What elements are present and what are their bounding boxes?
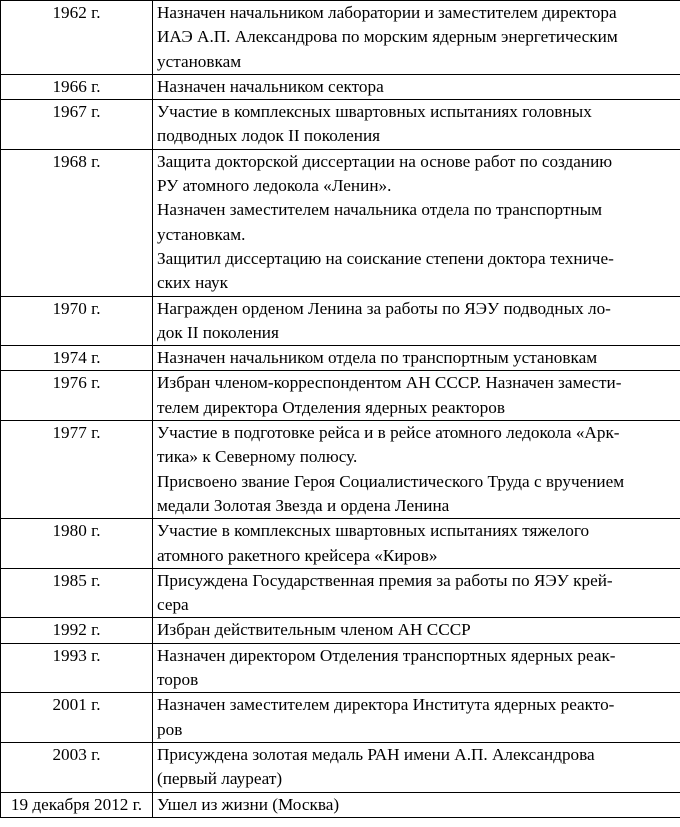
event-text-line: Защита докторской диссертации на основе работ по созданию xyxy=(157,151,613,171)
event-cell xyxy=(153,149,680,296)
table-row xyxy=(1,568,680,618)
date-cell: 1992 г. xyxy=(1,618,153,643)
event-text-line: Участие в комплексных швартовных испытаниях тяжелого xyxy=(157,521,590,541)
event-text-line: атомного ракетного крейсера «Киров» xyxy=(157,545,438,565)
table-row xyxy=(1,742,680,792)
event-text-line: Присуждена Государственная премия за работы по ЯЭУ крей- xyxy=(157,570,613,590)
event-text-line: Награжден орденом Ленина за работы по ЯЭУ подводных ло- xyxy=(157,298,611,318)
event-text-line: Назначен начальником сектора xyxy=(157,76,384,96)
event-cell xyxy=(153,693,680,743)
date-cell: 1966 г. xyxy=(1,74,153,99)
event-cell xyxy=(153,296,680,346)
event-text-line: Назначен заместителем директора Института ядерных реакто- xyxy=(157,695,615,715)
event-cell xyxy=(153,742,680,792)
table-row xyxy=(1,100,680,150)
table-row xyxy=(1,1,680,75)
event-cell xyxy=(153,371,680,421)
date-cell: 1985 г. xyxy=(1,568,153,618)
event-text-line: установкам. xyxy=(157,224,246,244)
event-text-line: Назначен директором Отделения транспортных ядерных реак- xyxy=(157,645,616,665)
table-row xyxy=(1,296,680,346)
event-text-line: ров xyxy=(157,719,183,739)
date-cell: 1967 г. xyxy=(1,100,153,150)
event-text-line: тика» к Северному полюсу. xyxy=(157,447,358,467)
event-text-line: установкам xyxy=(157,51,242,71)
date-cell: 1970 г. xyxy=(1,296,153,346)
event-cell xyxy=(153,792,680,817)
table-row xyxy=(1,792,680,817)
event-text-line: Назначен начальником лаборатории и заместителем директора xyxy=(157,3,617,22)
event-cell xyxy=(153,643,680,693)
event-cell xyxy=(153,346,680,371)
timeline-body xyxy=(1,1,680,818)
table-row xyxy=(1,371,680,421)
event-text-line: Ушел из жизни (Москва) xyxy=(157,794,340,814)
event-text-line: Защитил диссертацию на соискание степени доктора техниче- xyxy=(157,248,614,268)
event-text-line: торов xyxy=(157,670,199,690)
event-text-line: медали Золотая Звезда и ордена Ленина xyxy=(157,495,450,515)
event-text-line: ских наук xyxy=(157,273,228,293)
event-text-line: Присуждена золотая медаль РАН имени А.П. Александрова xyxy=(157,744,595,764)
event-cell xyxy=(153,74,680,99)
date-cell: 1980 г. xyxy=(1,519,153,569)
table-row xyxy=(1,693,680,743)
event-text-line: Присвоено звание Героя Социалистического Труда с вручением xyxy=(157,471,625,491)
event-text-line: сера xyxy=(157,595,189,615)
event-cell xyxy=(153,421,680,519)
table-row xyxy=(1,421,680,519)
table-row xyxy=(1,346,680,371)
date-cell: 2003 г. xyxy=(1,742,153,792)
event-text-line: РУ атомного ледокола «Ленин». xyxy=(157,176,392,196)
event-cell xyxy=(153,519,680,569)
table-row xyxy=(1,519,680,569)
event-text-line: Избран членом-корреспондентом АН СССР. Назначен замести- xyxy=(157,373,622,393)
event-text-line: Участие в комплексных швартовных испытаниях головных xyxy=(157,102,592,122)
date-cell: 1976 г. xyxy=(1,371,153,421)
event-text-line: док II поколения xyxy=(157,322,279,342)
event-text-line: Назначен заместителем начальника отдела по транспортным xyxy=(157,200,603,220)
event-cell xyxy=(153,568,680,618)
event-text-line: подводных лодок II поколения xyxy=(157,126,381,146)
event-cell xyxy=(153,618,680,643)
event-text-line: ИАЭ А.П. Александрова по морским ядерным энергетическим xyxy=(157,27,618,47)
event-text-line: телем директора Отделения ядерных реакторов xyxy=(157,397,505,417)
date-cell: 1962 г. xyxy=(1,1,153,75)
event-text-line: (первый лауреат) xyxy=(157,769,283,789)
date-cell: 1993 г. xyxy=(1,643,153,693)
table-row xyxy=(1,149,680,296)
event-cell xyxy=(153,1,680,75)
date-cell: 2001 г. xyxy=(1,693,153,743)
table-row xyxy=(1,643,680,693)
date-cell: 1977 г. xyxy=(1,421,153,519)
table-row xyxy=(1,618,680,643)
date-cell: 1968 г. xyxy=(1,149,153,296)
event-text-line: Участие в подготовке рейса и в рейсе атомного ледокола «Арк- xyxy=(157,423,620,443)
event-text-line: Избран действительным членом АН СССР xyxy=(157,620,471,640)
date-cell: 19 декабря 2012 г. xyxy=(1,792,153,817)
event-cell xyxy=(153,100,680,150)
table-row xyxy=(1,74,680,99)
date-cell: 1974 г. xyxy=(1,346,153,371)
event-text-line: Назначен начальником отдела по транспортным установкам xyxy=(157,348,598,368)
